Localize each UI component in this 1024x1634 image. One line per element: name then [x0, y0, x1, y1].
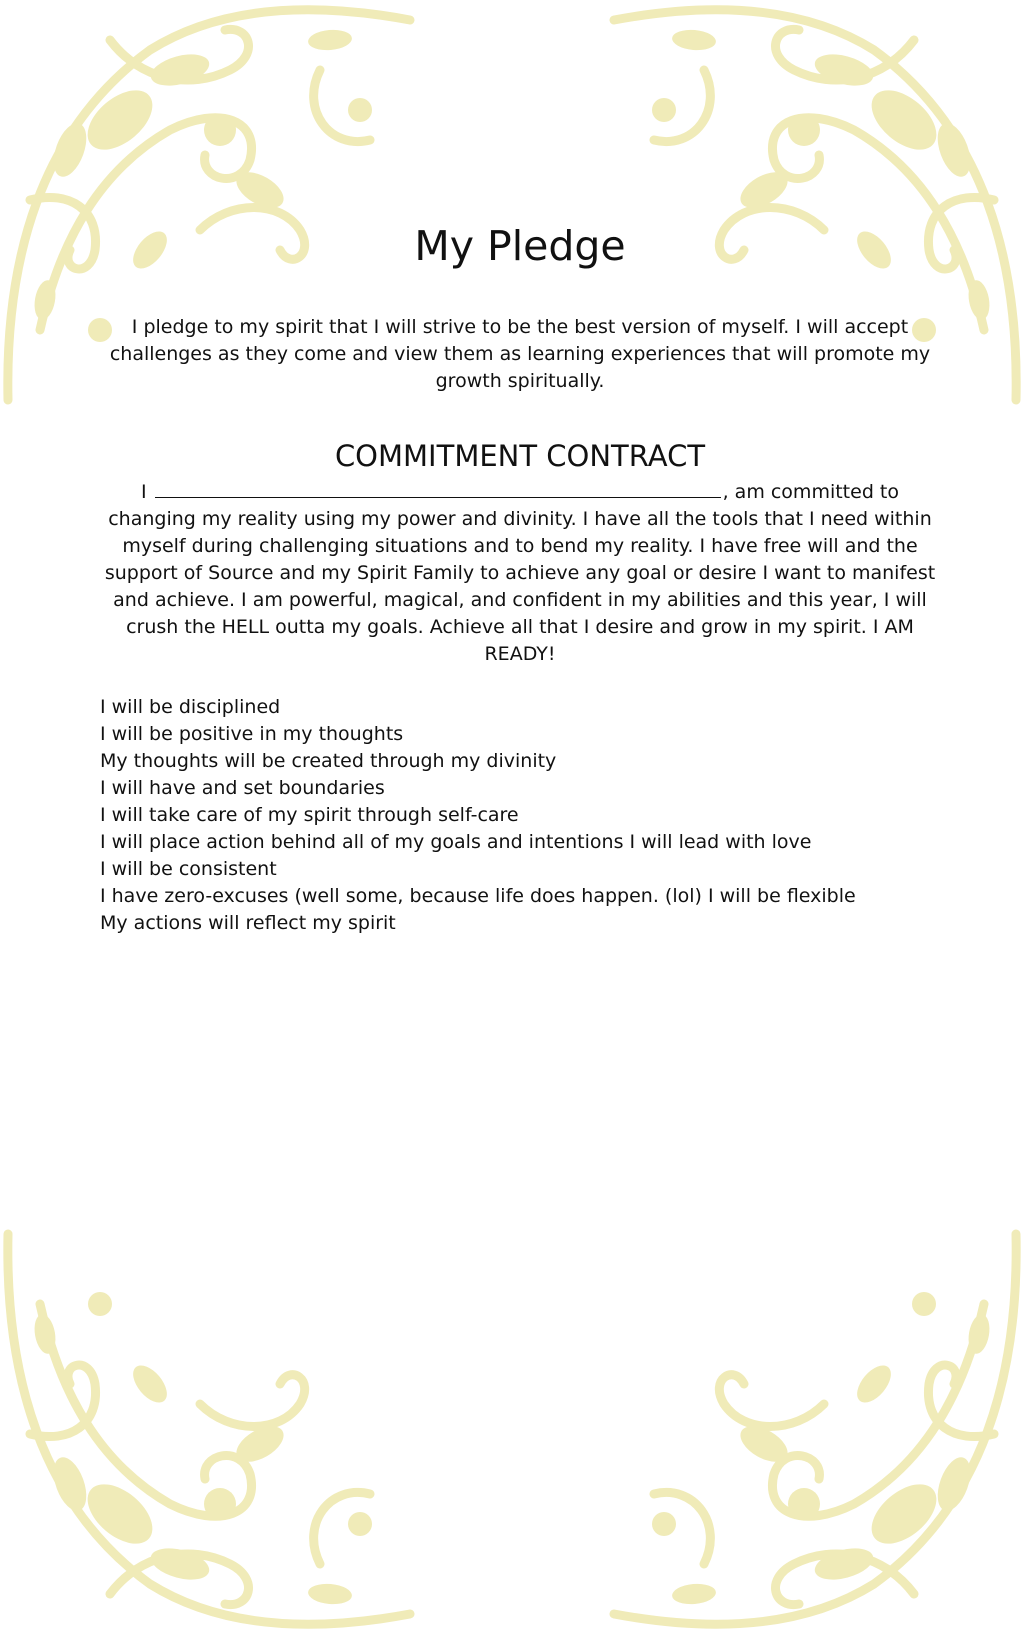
floral-ornament-bottom-right: [604, 1214, 1024, 1634]
page-title: My Pledge: [414, 222, 626, 270]
contract-text: changing my reality using my power and divinity. I have all the tools that I need within myself during challenging situations and to bend my reality. I have free will and the support of Source and my Spirit Family to achieve any goal or desire I want to manifest and achieve. I am powerful, magical, and confident in my abilities and this year, I will crush the HELL outta my goals. Achieve all that I desire and grow in my spirit. I AM READY!: [104, 508, 936, 665]
contract-body: [100, 479, 940, 668]
floral-ornament-bottom-left: [0, 1214, 420, 1634]
contract-suffix: , am committed to: [722, 481, 899, 503]
list-item: I will take care of my spirit through self-care: [100, 804, 519, 826]
contract-title: COMMITMENT CONTRACT: [334, 439, 706, 473]
list-item: I have zero-excuses (well some, because life does happen. (lol) I will be flexible: [100, 885, 856, 907]
floral-ornament-icon: [604, 1214, 1024, 1634]
list-item: I will have and set boundaries: [100, 777, 385, 799]
pledge-list: [100, 694, 940, 937]
name-blank-line[interactable]: [155, 479, 721, 498]
list-item: I will place action behind all of my goals and intentions I will lead with love: [100, 831, 812, 853]
floral-ornament-icon: [0, 1214, 420, 1634]
list-item: I will be positive in my thoughts: [100, 723, 404, 745]
list-item: I will be consistent: [100, 858, 277, 880]
pledge-intro-paragraph: I pledge to my spirit that I will strive to be the best version of myself. I will accept challenges as they come and view them as learning experiences that will promote my growth spiritually.: [109, 316, 931, 392]
list-item: I will be disciplined: [100, 696, 281, 718]
contract-prefix: I: [140, 481, 147, 503]
list-item: My thoughts will be created through my divinity: [100, 750, 557, 772]
list-item: My actions will reflect my spirit: [100, 912, 396, 934]
